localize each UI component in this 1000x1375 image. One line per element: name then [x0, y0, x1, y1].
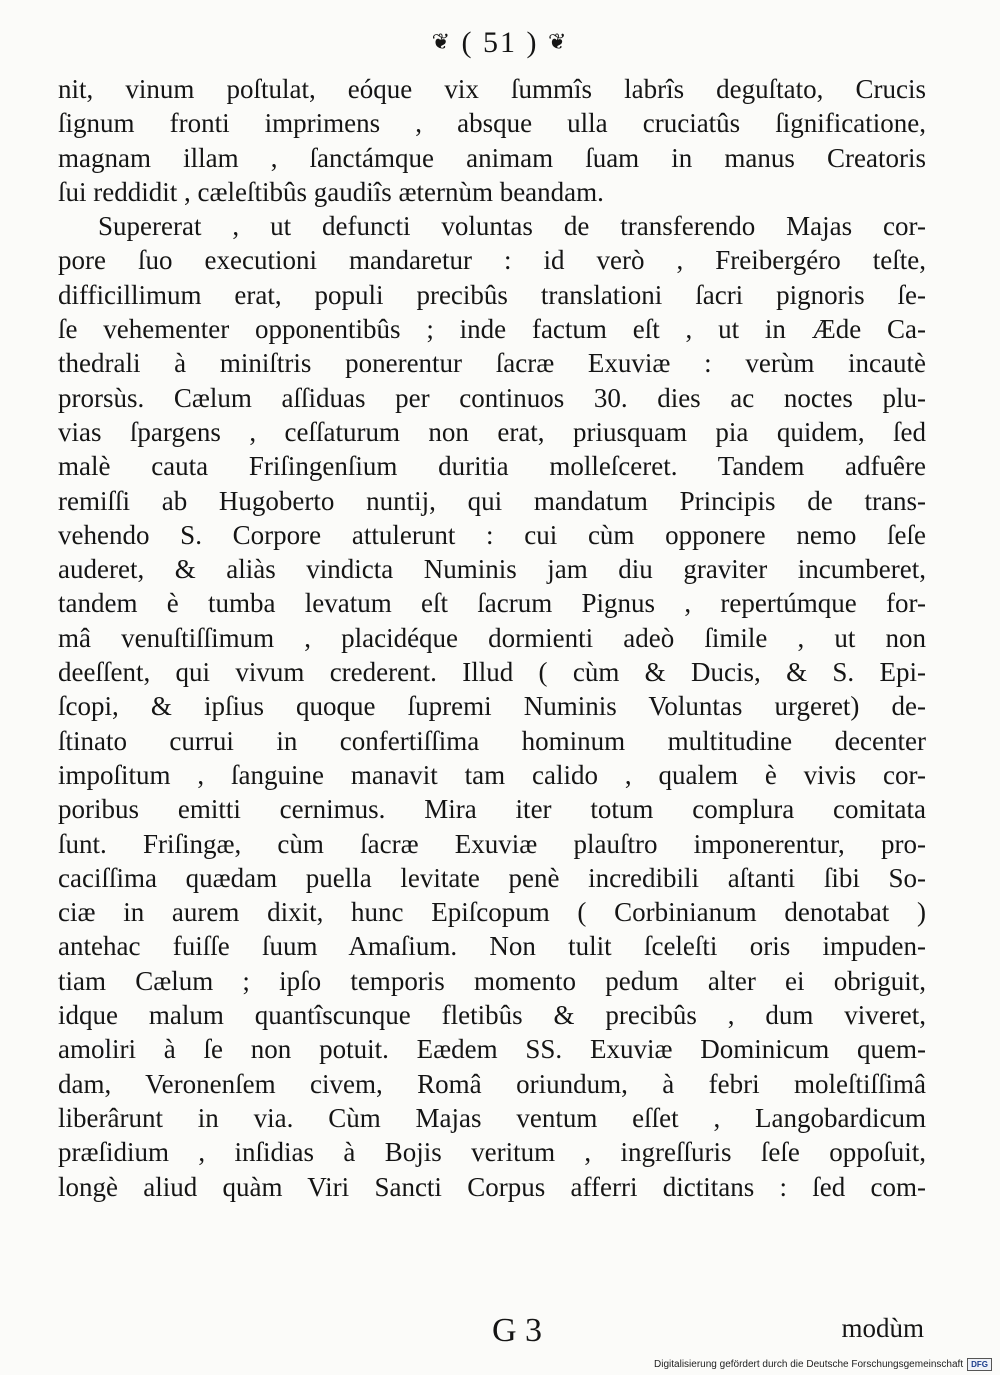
text-line: ciæ in aurem dixit, hunc Epiſcopum ( Corbinianum denotabat ) [58, 897, 926, 928]
text-line: tandem è tumba levatum eſt ſacrum Pignus , repertúmque for- [58, 588, 926, 619]
text-line: nit, vinum poſtulat, eóque vix ſummîs labrîs deguſtato, Crucis [58, 74, 926, 104]
text-line: vehendo S. Corpore attulerunt : cui cùm opponere nemo ſeſe [58, 519, 926, 550]
text-line: thedrali à miniſtris ponerentur ſacræ Exuviæ : verùm incautè [58, 348, 926, 379]
text-line: ſignum fronti imprimens , absque ulla cruciatûs ſignificatione, [58, 108, 926, 139]
text-line: præſidium , inſidias à Bojis veritum , ingreſſuris ſeſe oppoſuit, [58, 1137, 926, 1168]
text-line: mâ venuſtiſſimum , placidéque dormienti adeò ſimile , ut non [58, 622, 926, 653]
text-line: magnam illam , ſanctámque animam ſuam in manus Creatoris [58, 142, 926, 173]
text-line: ſtinato currui in confertiſſima hominum multitudine decenter [58, 725, 926, 756]
text-line: idque malum quantîscunque fletibûs & precibûs , dum viveret, [58, 1000, 926, 1031]
left-ornament-icon: ❦ [431, 29, 452, 54]
dfg-logo-icon: DFG [967, 1358, 992, 1371]
text-line: poribus emitti cernimus. Mira iter totum complura comitata [58, 794, 926, 825]
footer-text: Digitalisierung gefördert durch die Deutsche Forschungsgemeinschaft [654, 1359, 964, 1370]
digitization-footer [654, 1358, 992, 1371]
text-line: malè cauta Friſingenſium duritia molleſceret. Tandem adfuêre [58, 451, 926, 482]
page-header [0, 26, 1000, 60]
text-line: ſe vehementer opponentibûs ; inde factum eſt , ut in Æde Ca- [58, 314, 926, 345]
text-line: caciſſima quædam puella levitate penè incredibili aſtanti ſibi So- [58, 862, 926, 893]
text-line: deeſſent, qui vivum crederent. Illud ( cùm & Ducis, & S. Epi- [58, 657, 926, 688]
body-text [58, 72, 926, 1204]
text-line: amoliri à ſe non potuit. Eædem SS. Exuviæ Dominicum quem- [58, 1034, 926, 1065]
text-line: dam, Veronenſem civem, Româ oriundum, à febri moleſtiſſimâ [58, 1068, 926, 1099]
text-line: liberârunt in via. Cùm Majas ventum eſſet , Langobardicum [58, 1102, 926, 1133]
text-line: pore ſuo executioni mandaretur : id verò , Freibergéro teſte, [58, 245, 926, 276]
text-line: difficillimum erat, populi precibûs translationi ſacri pignoris ſe- [58, 279, 926, 310]
text-line: auderet, & aliàs vindicta Numinis jam diu graviter incumberet, [58, 554, 926, 585]
catchword: modùm [841, 1313, 924, 1343]
text-line: ſcopi, & ipſius quoque ſupremi Numinis Voluntas urgeret) de- [58, 691, 926, 722]
text-line: longè aliud quàm Viri Sancti Corpus afferri dictitans : ſed com- [58, 1171, 926, 1202]
signature-mark: G 3 [492, 1312, 543, 1349]
page-number: ( 51 ) [461, 26, 539, 59]
text-line: tiam Cælum ; ipſo temporis momento pedum alter ei obriguit, [58, 965, 926, 996]
text-line: prorsùs. Cælum aſſiduas per continuos 30. dies ac noctes plu- [58, 382, 926, 413]
text-line: ſunt. Friſingæ, cùm ſacræ Exuviæ plauſtro imponerentur, pro- [58, 828, 926, 859]
text-line: antehac fuiſſe ſuum Amaſium. Non tulit ſceleſti oris impuden- [58, 931, 926, 962]
text-line: ſui reddidit , cæleſtibûs gaudiîs æternùm beandam. [58, 176, 604, 207]
text-line: Supererat , ut defuncti voluntas de transferendo Majas cor- [98, 211, 926, 242]
right-ornament-icon: ❦ [547, 29, 569, 54]
text-line: vias ſpargens , ceſſaturum non erat, priusquam pia quidem, ſed [58, 416, 926, 447]
text-line: impoſitum , ſanguine manavit tam calido , qualem è vivis cor- [58, 759, 926, 790]
text-line: remiſſi ab Hugoberto nuntij, qui mandatum Principis de trans- [58, 485, 926, 516]
